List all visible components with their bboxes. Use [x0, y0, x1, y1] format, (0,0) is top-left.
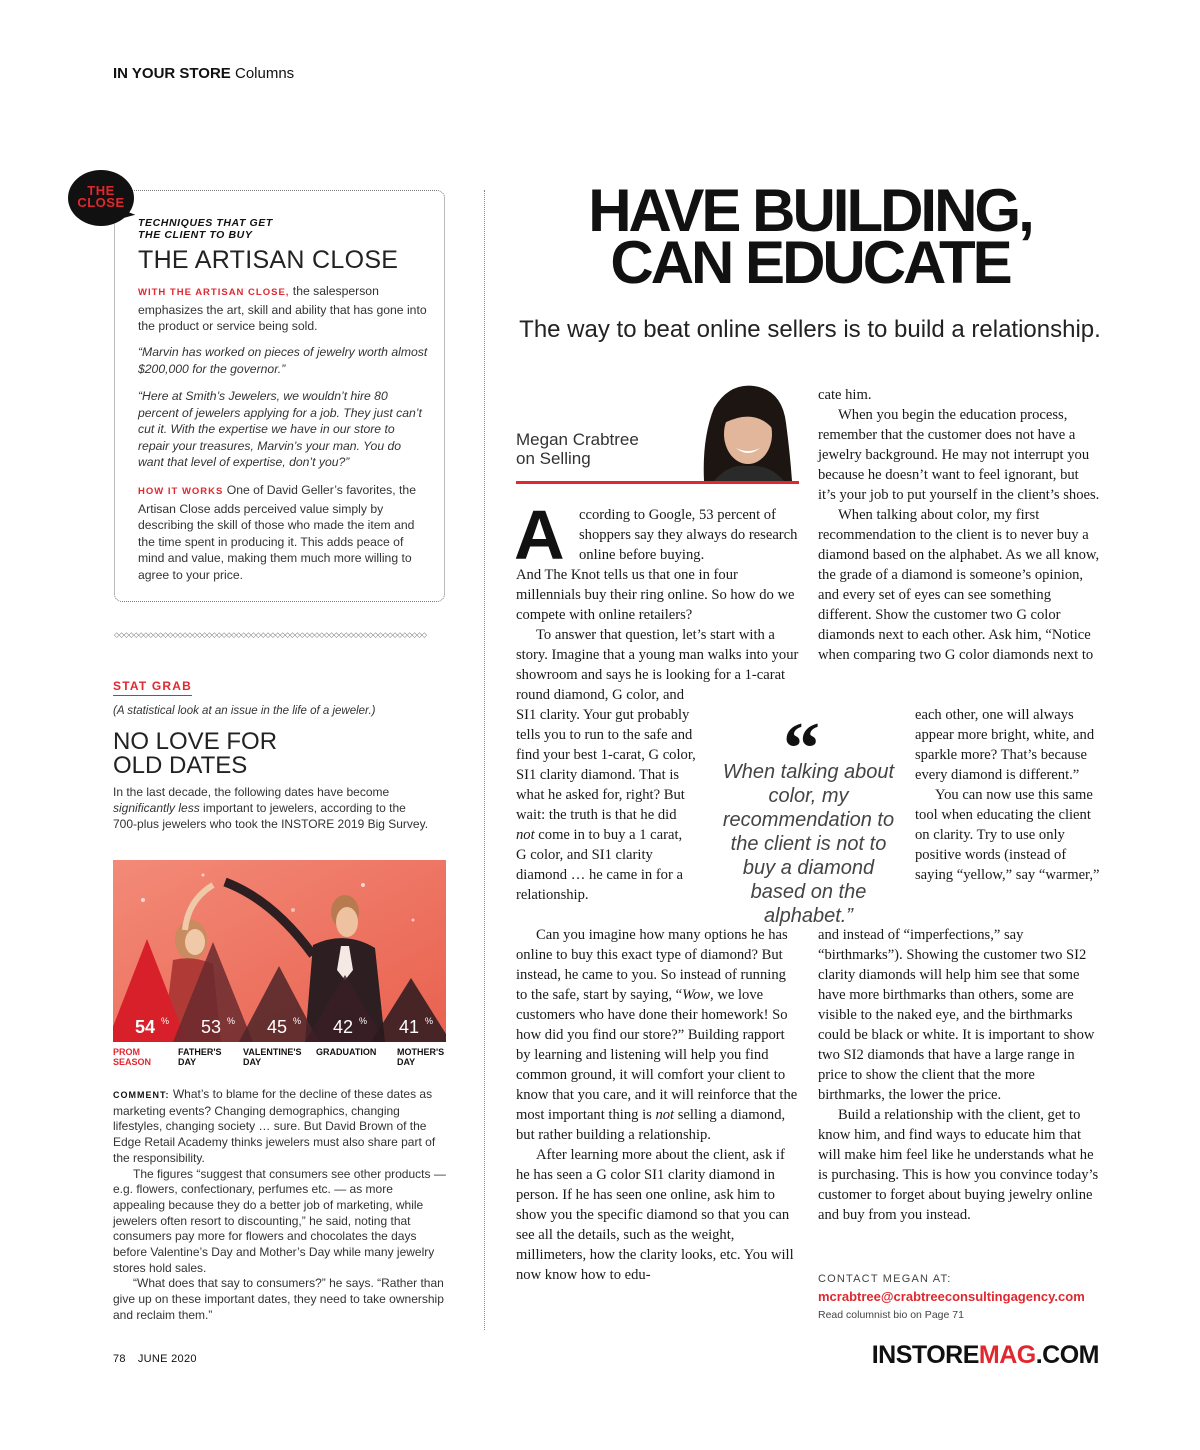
story-text-a: SI1 clarity. Your gut probably tells you to run to the safe and find your best 1-carat, G color, SI1 clarity diamond. That is what he asked for, right? But wait: the truth is that he did	[516, 707, 696, 823]
section-header	[113, 65, 294, 82]
stat-grab-subtitle: (A statistical look at an issue in the life of a jeweler.)	[113, 705, 376, 717]
stat-category-line2: DAY	[178, 1057, 197, 1067]
byline	[516, 430, 639, 468]
stat-category-line2: DAY	[397, 1057, 416, 1067]
options-emphasis-2: not	[655, 1107, 675, 1123]
stat-value: 53	[200, 1017, 222, 1037]
stat-category-line1: MOTHER'S	[397, 1047, 445, 1057]
decorative-rule: ◇◇◇◇◇◇◇◇◇◇◇◇◇◇◇◇◇◇◇◇◇◇◇◇◇◇◇◇◇◇◇◇◇◇◇◇◇◇◇◇◇◇◇◇◇◇◇◇◇◇◇◇◇◇◇◇◇◇◇◇◇◇◇◇	[114, 632, 427, 639]
brand-mid: MAG	[978, 1341, 1036, 1369]
stat-value: 42	[332, 1017, 354, 1037]
comment-paragraph-1	[113, 1087, 448, 1167]
how-it-works-label: HOW IT WORKS	[138, 486, 224, 497]
stat-category-line2: SEASON	[113, 1057, 152, 1067]
body-col2-top	[818, 385, 1100, 665]
stat-unit: %	[293, 1016, 302, 1026]
stat-title-line2: OLD DATES	[113, 752, 248, 779]
stat-grab-label: STAT GRAB	[113, 679, 192, 696]
kicker-line1: TECHNIQUES THAT GET	[138, 217, 273, 229]
brand-right: .COM	[1035, 1341, 1099, 1369]
headline-line1: HAVE BUILDING,	[588, 177, 1032, 244]
close-title: THE ARTISAN CLOSE	[138, 246, 399, 274]
intro-text-b: important to jewelers, according to the 700-plus jewelers who took the INSTORE 2019 Big Survey.	[113, 801, 429, 831]
close-paragraph-intro	[138, 283, 428, 335]
brand-left: INSTORE	[871, 1341, 979, 1369]
story-emphasis: not	[516, 827, 535, 843]
body-col1-lead	[579, 505, 799, 565]
kicker-line2: THE CLIENT TO BUY	[138, 229, 253, 241]
comment-label: COMMENT:	[113, 1090, 170, 1100]
article-headline	[530, 177, 1090, 296]
stat-value: 54	[134, 1017, 156, 1037]
body-col2-narrow	[915, 705, 1100, 885]
instoremag-logo[interactable]	[872, 1341, 1099, 1370]
stat-category-line1: VALENTINE'S	[243, 1047, 302, 1057]
stat-unit: %	[161, 1016, 170, 1026]
byline-author: Megan Crabtree	[516, 430, 639, 449]
stat-category-label	[397, 1047, 444, 1067]
badge-line1: THE	[87, 183, 115, 198]
how-it-works-text: One of David Geller’s favorites, the Artisan Close adds perceived value simply by describing the skill of those who made the item and the time spent in producing it. This adds peace of mind and value, making them much more willing to agree to your price.	[138, 483, 416, 582]
stat-category-label	[316, 1047, 376, 1057]
dancing-couple-photo	[113, 860, 446, 1042]
col2-continuation: cate him.	[818, 387, 872, 403]
byline-column: on Selling	[516, 449, 591, 468]
close-lead-in: WITH THE ARTISAN CLOSE,	[138, 287, 290, 298]
paragraph-story-narrow	[516, 705, 696, 905]
options-text-a: Can you imagine how many options he has online to buy this exact type of diamond? But instead, he came to you. So instead of running to the safe, start by saying, “	[516, 927, 788, 1003]
subsection-name: Columns	[234, 65, 295, 82]
paragraph-story-start: To answer that question, let’s start with a story. Imagine that a young man walks into your showroom and says he is looking for a 1-carat round diamond, G color, and	[516, 627, 799, 703]
contact-email-link[interactable]: mcrabtree@crabtreeconsultingagency.com	[818, 1289, 1085, 1304]
issue-date: JUNE 2020	[137, 1353, 197, 1365]
stat-category-line1: GRADUATION	[316, 1047, 377, 1057]
stat-value: 41	[398, 1017, 420, 1037]
body-col1-bottom	[516, 925, 799, 1285]
paragraph-options	[516, 925, 799, 1145]
paragraph-clarity-end: and instead of “imperfections,” say “birthmarks”). Showing the customer two SI2 clarity diamonds will help him see that some have more birthmarks than others, some are visible to the naked eye, and the birthmarks could be black or white. It is important to show two SI2 diamonds that have a large range in price to show the client that the more birthmarks, the lower the price.	[818, 927, 1095, 1103]
photo-illustration	[113, 860, 446, 1042]
stat-unit: %	[359, 1016, 368, 1026]
intro-emphasis: significantly less	[113, 801, 200, 815]
stat-value: 45	[266, 1017, 288, 1037]
stat-grab-intro	[113, 784, 433, 832]
body-col1-narrow	[516, 705, 696, 905]
stat-comment	[113, 1087, 448, 1324]
paragraph-color: When talking about color, my first recommendation to the client is to never buy a diamond based on the alphabet. As we all know, the grade of a diamond is someone’s opinion, and every set of eyes can see something different. Show the customer two G color diamonds next to each other. Ask him, “Notice when comparing two G color diamonds next to	[818, 507, 1100, 663]
close-how-it-works	[138, 482, 428, 584]
column-divider	[484, 190, 485, 1330]
stat-category-label	[243, 1047, 301, 1067]
stat-category-line1: PROM	[113, 1047, 140, 1057]
stat-grab-title	[113, 730, 413, 778]
author-portrait	[684, 378, 799, 481]
options-text-b: , we love customers who have done their homework! So how did you find our store?” Building rapport by learning and listening will help you find common ground, it will comfort your client to know that you care, and it will reinforce that the most important thing is	[516, 987, 798, 1123]
columnist-bio-note: Read columnist bio on Page 71	[818, 1309, 964, 1321]
close-quote-1: “Marvin has worked on pieces of jewelry worth almost $200,000 for the governor.”	[138, 345, 428, 376]
page-number: 78	[113, 1353, 126, 1365]
stat-title-line1: NO LOVE FOR	[113, 728, 278, 755]
comment-paragraph-3: “What does that say to consumers?” he says. “Rather than give up on these important dates, they need to take ownership and reclaim them.”	[113, 1276, 444, 1322]
stat-category-line2: DAY	[243, 1057, 262, 1067]
article-dek: The way to beat online sellers is to build a relationship.	[519, 316, 1101, 343]
paragraph-color-narrow: each other, one will always appear more bright, white, and sparkle more? That’s because every diamond is different.”	[915, 707, 1095, 783]
intro-text-a: In the last decade, the following dates have become	[113, 785, 390, 799]
headline-line2: CAN EDUCATE	[610, 229, 1010, 296]
story-text-b: come in to buy a 1 carat, G color, and SI1 clarity diamond … he came in for a relationship.	[516, 827, 683, 903]
stat-category-line1: FATHER'S	[178, 1047, 222, 1057]
lead-paragraph-end: And The Knot tells us that one in four millennials buy their ring online. So how do we compete with online retailers?	[516, 567, 795, 623]
contact-label: CONTACT MEGAN AT:	[818, 1273, 952, 1285]
paragraph-build-relationship: Build a relationship with the client, get to know him, and find ways to educate him that will make him feel like he understands what he is purchasing. This is how you convince today’s customer to forget about buying jewelry online and buy from you instead.	[818, 1107, 1099, 1223]
the-close-badge	[68, 170, 134, 226]
paragraph-education: When you begin the education process, remember that the customer does not have a jewelry background. He may not interrupt you because he doesn’t want to feel ignorant, but it’s your job to put yourself in the client’s shoes.	[818, 407, 1100, 503]
paragraph-clarity-start: You can now use this same tool when educating the client on clarity. Try to use only positive words (instead of saying “yellow,” say “warmer,”	[915, 787, 1100, 883]
byline-rule	[516, 481, 799, 484]
close-quote-2: “Here at Smith’s Jewelers, we wouldn’t hire 80 percent of jewelers applying for a job. They just can’t cut it. With the expertise we have in our store to repair your treasures, Marvin’s your man. You do want that level of expertise, don’t you?”	[138, 389, 422, 470]
body-col2-bottom	[818, 925, 1100, 1225]
paragraph-after-learning: After learning more about the client, ask if he has seen a G color SI1 clarity diamond in person. If he has seen one online, ask him to show you the specific diamond so that you can see all the details, such as the weight, millimeters, how the clarity looks, etc. You will now know how to edu-	[516, 1147, 794, 1283]
close-kicker	[138, 217, 398, 241]
pull-quote: When talking about color, my recommendation to the client is not to buy a diamond based on the alphabet.”	[722, 761, 895, 927]
options-emphasis: Wow	[682, 987, 711, 1003]
stat-unit: %	[227, 1016, 236, 1026]
stat-category-label	[113, 1047, 151, 1067]
folio	[113, 1353, 209, 1365]
drop-cap: A	[514, 496, 565, 574]
section-name: IN YOUR STORE	[113, 65, 231, 82]
comment-text-1: What’s to blame for the decline of these dates as marketing events? Changing demographics, changing lifestyles, changing society … sure. But David Brown of the Edge Retail Academy thinks jewelers must also share part of the responsibility.	[113, 1087, 436, 1165]
stat-category-label	[178, 1047, 221, 1067]
stat-unit: %	[425, 1016, 434, 1026]
options-text-c: selling a diamond, but rather building a relationship.	[516, 1107, 786, 1143]
comment-paragraph-2: The figures “suggest that consumers see other products — e.g. flowers, confectionary, perfumes etc. — as more appealing because they do a better job of marketing, while jewelers often resort to discounting,” he said, noting that consumers pay more for flowers and chocolates the days before Valentine’s Day and Mother’s Day while many jewelry stores hold sales.	[113, 1166, 446, 1275]
body-col1-main	[516, 565, 799, 705]
pull-quote-mark: “	[783, 708, 820, 790]
badge-line2: CLOSE	[77, 195, 125, 210]
close-intro-text: the salesperson emphasizes the art, skill and ability that has gone into the product or service being sold.	[138, 284, 427, 334]
lead-paragraph-start: ccording to Google, 53 percent of shoppers say they always do research online before buying.	[579, 507, 798, 563]
